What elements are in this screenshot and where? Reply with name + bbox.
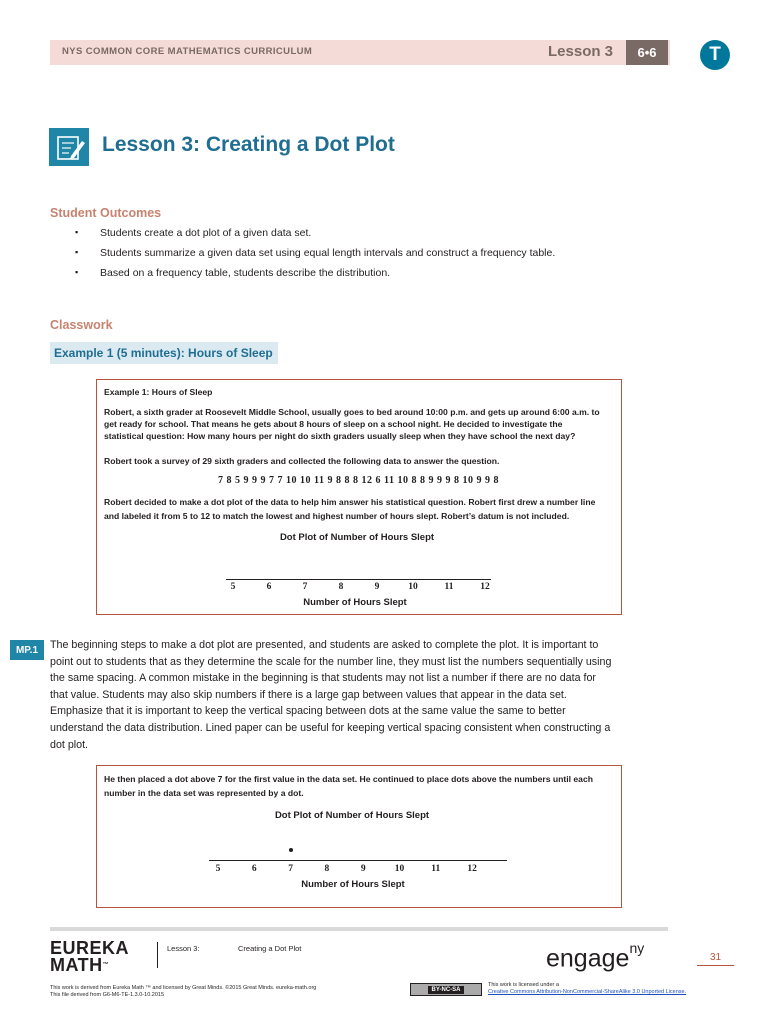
example-text: He then placed a dot above 7 for the first value in the data set. He continued to place dots above the numbers until each <box>104 774 593 784</box>
footer-rule <box>50 927 668 931</box>
footer-lesson-name: Creating a Dot Plot <box>238 944 302 953</box>
example-box <box>96 379 622 615</box>
logo-text: MATH <box>50 955 103 975</box>
example-box-title: Example 1: Hours of Sleep <box>104 387 213 397</box>
bullet-icon: ▪ <box>75 247 79 257</box>
footer-lesson: Lesson 3: <box>167 944 200 953</box>
mp-badge: MP.1 <box>10 640 44 660</box>
bullet-icon: ▪ <box>75 267 79 277</box>
mp-paragraph <box>50 637 670 753</box>
example-box-2 <box>96 765 622 908</box>
paragraph-line: dot plot. <box>50 738 89 751</box>
cc-license-badge <box>410 983 482 996</box>
license-link[interactable]: Creative Commons Attribution-NonCommercial-ShareAlike 3.0 Unported License. <box>488 989 687 995</box>
data-point <box>289 848 293 852</box>
footer-text: This work is derived from Eureka Math ™ and licensed by Great Minds. ©2015 Great Minds. eureka-math.org <box>50 985 317 991</box>
bullet-icon: ▪ <box>75 227 79 237</box>
outcome-text: Based on a frequency table, students describe the distribution. <box>100 267 391 279</box>
example-text: Robert decided to make a dot plot of the data to help him answer his statistical question. Robert first drew a number line <box>104 497 596 507</box>
x-tick-label: 8 <box>324 864 330 874</box>
x-tick-label: 5 <box>230 582 236 592</box>
example-text: number in the data set was represented by a dot. <box>104 788 304 798</box>
paragraph-line: Emphasize that it is important to keep the vertical spacing between dots at the same value the same to better <box>50 705 566 718</box>
example-text: and labeled it from 5 to 12 to match the lowest and highest number of hours slept. Robert’s datum is not included. <box>104 511 570 521</box>
header-lesson: Lesson 3 <box>548 43 614 60</box>
x-tick-label: 6 <box>251 864 257 874</box>
lesson-notebook-icon <box>49 128 89 166</box>
badge-text: BY-NC-SA <box>428 986 463 994</box>
logo-text: engage <box>546 944 630 973</box>
outcome-text: Students summarize a given data set using equal length intervals and construct a frequency table. <box>100 247 556 259</box>
eureka-math-logo <box>50 940 129 974</box>
student-outcomes-heading: Student Outcomes <box>50 206 162 220</box>
x-tick-label: 7 <box>302 582 308 592</box>
example-text: Robert, a sixth grader at Roosevelt Middle School, usually goes to bed around 10:00 p.m. and gets up around 6:00 a.m. to <box>104 407 600 417</box>
footer-derived <box>50 985 316 999</box>
footer-text: This work is licensed under a <box>488 982 559 988</box>
page-number: 31 <box>697 952 734 966</box>
x-tick-label: 9 <box>374 582 380 592</box>
x-axis-label: Number of Hours Slept <box>301 879 405 890</box>
logo-text: EUREKA <box>50 938 130 958</box>
paragraph-line: point out to students that as they determine the scale for the number line, they must list the numbers sequentially using <box>50 655 612 668</box>
logo-text: ny <box>629 940 645 956</box>
curriculum-title: NYS COMMON CORE MATHEMATICS CURRICULUM <box>62 46 313 57</box>
x-axis <box>226 579 491 580</box>
chart-title: Dot Plot of Number of Hours Slept <box>279 532 435 543</box>
footer-divider <box>157 942 158 968</box>
x-tick-label: 8 <box>338 582 344 592</box>
engageny-logo <box>546 940 645 973</box>
data-set: 7 8 5 9 9 9 7 7 10 10 11 9 8 8 8 12 6 11 10 8 8 9 9 9 8 10 9 9 8 <box>218 475 499 486</box>
paragraph-line: the same spacing. A common mistake in the beginning is that students may not list a number if there are no data for <box>50 672 596 685</box>
header-module: 6•6 <box>626 40 668 65</box>
footer-license <box>488 982 686 996</box>
x-axis-label: Number of Hours Slept <box>303 597 407 608</box>
paragraph-line: that value. Students may also skip numbers if there is a large gap between values that appear in the data set. <box>50 688 567 701</box>
x-tick-label: 10 <box>394 864 405 874</box>
trademark: ™ <box>102 962 110 968</box>
x-tick-label: 12 <box>480 582 490 592</box>
page-title: Lesson 3: Creating a Dot Plot <box>102 133 395 156</box>
example-text: statistical question: How many hours per night do sixth graders usually sleep when they have school the next day? <box>104 431 576 441</box>
x-tick-label: 5 <box>215 864 221 874</box>
x-axis <box>209 860 507 861</box>
example-text: Robert took a survey of 29 sixth graders and collected the following data to answer the question. <box>104 456 500 466</box>
x-tick-label: 11 <box>444 582 454 592</box>
chart-title: Dot Plot of Number of Hours Slept <box>274 810 430 821</box>
x-tick-label: 11 <box>431 864 441 874</box>
paragraph-line: The beginning steps to make a dot plot are presented, and students are asked to complete the plot. It is important to <box>50 639 599 651</box>
teacher-badge: T <box>700 40 730 70</box>
x-tick-label: 9 <box>360 864 366 874</box>
x-tick-label: 12 <box>467 864 477 874</box>
x-tick-label: 10 <box>408 582 418 592</box>
outcome-text: Students create a dot plot of a given data set. <box>100 227 312 239</box>
paragraph-line: understand the data distribution. Lined paper can be useful for keeping vertical spacing consistent when constructing a <box>50 721 611 734</box>
classwork-heading: Classwork <box>50 318 113 332</box>
example-heading: Example 1 (5 minutes): Hours of Sleep <box>50 342 278 364</box>
example-text: get ready for school. That means he gets about 8 hours of sleep on a school night. He decided to investigate the <box>104 419 563 429</box>
footer-text: This file derived from G6-M6-TE-1.3.0-10.2015 <box>50 992 165 998</box>
x-tick-label: 7 <box>288 864 293 874</box>
x-tick-label: 6 <box>266 582 272 592</box>
